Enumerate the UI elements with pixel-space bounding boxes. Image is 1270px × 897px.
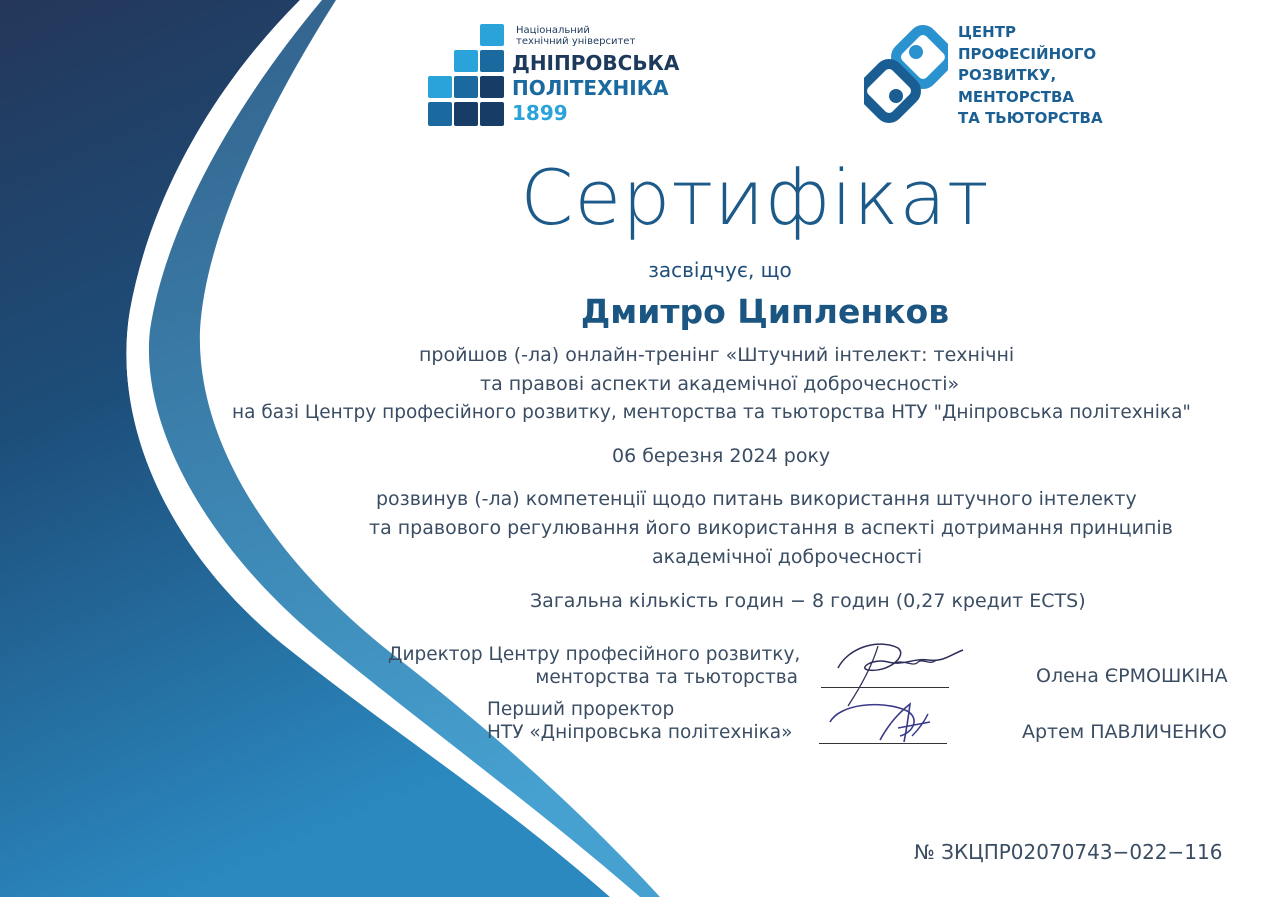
signatory1-title-line1: Директор Центру професійного розвитку, [388,644,801,665]
signatory1-name: Олена ЄРМОШКІНА [1036,665,1228,687]
university-name-line2: ПОЛІТЕХНІКА [512,76,669,100]
university-small-line1: Національний [516,25,590,36]
centre-line1: ЦЕНТР [958,23,1016,41]
recipient-name: Дмитро Ципленков [580,292,950,331]
university-logo [426,22,696,132]
university-name-line1: ДНІПРОВСЬКА [512,51,680,75]
signatory2-title-line1: Перший проректор [487,699,675,720]
certificate-title: Сертифікат [520,153,990,242]
university-blocks-icon [426,22,510,130]
signatory2-name: Артем ПАВЛИЧЕНКО [1022,721,1227,743]
university-small-line2: технічний університет [516,36,636,47]
signatory1-title [388,643,801,689]
centre-logo-text [958,22,1103,130]
training-line2: та правові аспекти академічної доброчесності» [480,373,960,395]
signature-2-image [820,692,950,748]
centre-line2: ПРОФЕСІЙНОГО [958,44,1097,63]
centre-line3: РОЗВИТКУ, [958,66,1057,84]
training-line3: на базі Центру професійного розвитку, менторства та тьюторства НТУ "Дніпровська політехніка" [232,402,1191,423]
training-date: 06 березня 2024 року [612,445,831,467]
signatory2-title-line2: НТУ «Дніпровська політехніка» [487,722,793,743]
certifies-text: засвідчує, що [648,258,792,282]
centre-emblem-icon [864,22,948,126]
signatory1-title-line2: менторства та тьюторства [535,667,798,688]
university-year: 1899 [512,101,568,125]
competence-line3: академічної доброчесності [652,546,923,568]
training-line1: пройшов (-ла) онлайн-тренінг «Штучний інтелект: технічні [419,344,1015,366]
centre-logo [864,20,1124,130]
certificate-number: № ЗКЦПР02070743−022−116 [914,840,1223,864]
total-hours: Загальна кількість годин − 8 годин (0,27 кредит ECTS) [530,590,1086,612]
signatory2-title [487,698,792,744]
centre-line4: МЕНТОРСТВА [958,87,1074,106]
competence-line1: розвинув (-ла) компетенції щодо питань використання штучного інтелекту [376,488,1137,510]
competence-line2: та правового регулювання його використання в аспекті дотримання принципів [369,517,1173,539]
centre-line5: ТА ТЬЮТОРСТВА [958,109,1103,127]
